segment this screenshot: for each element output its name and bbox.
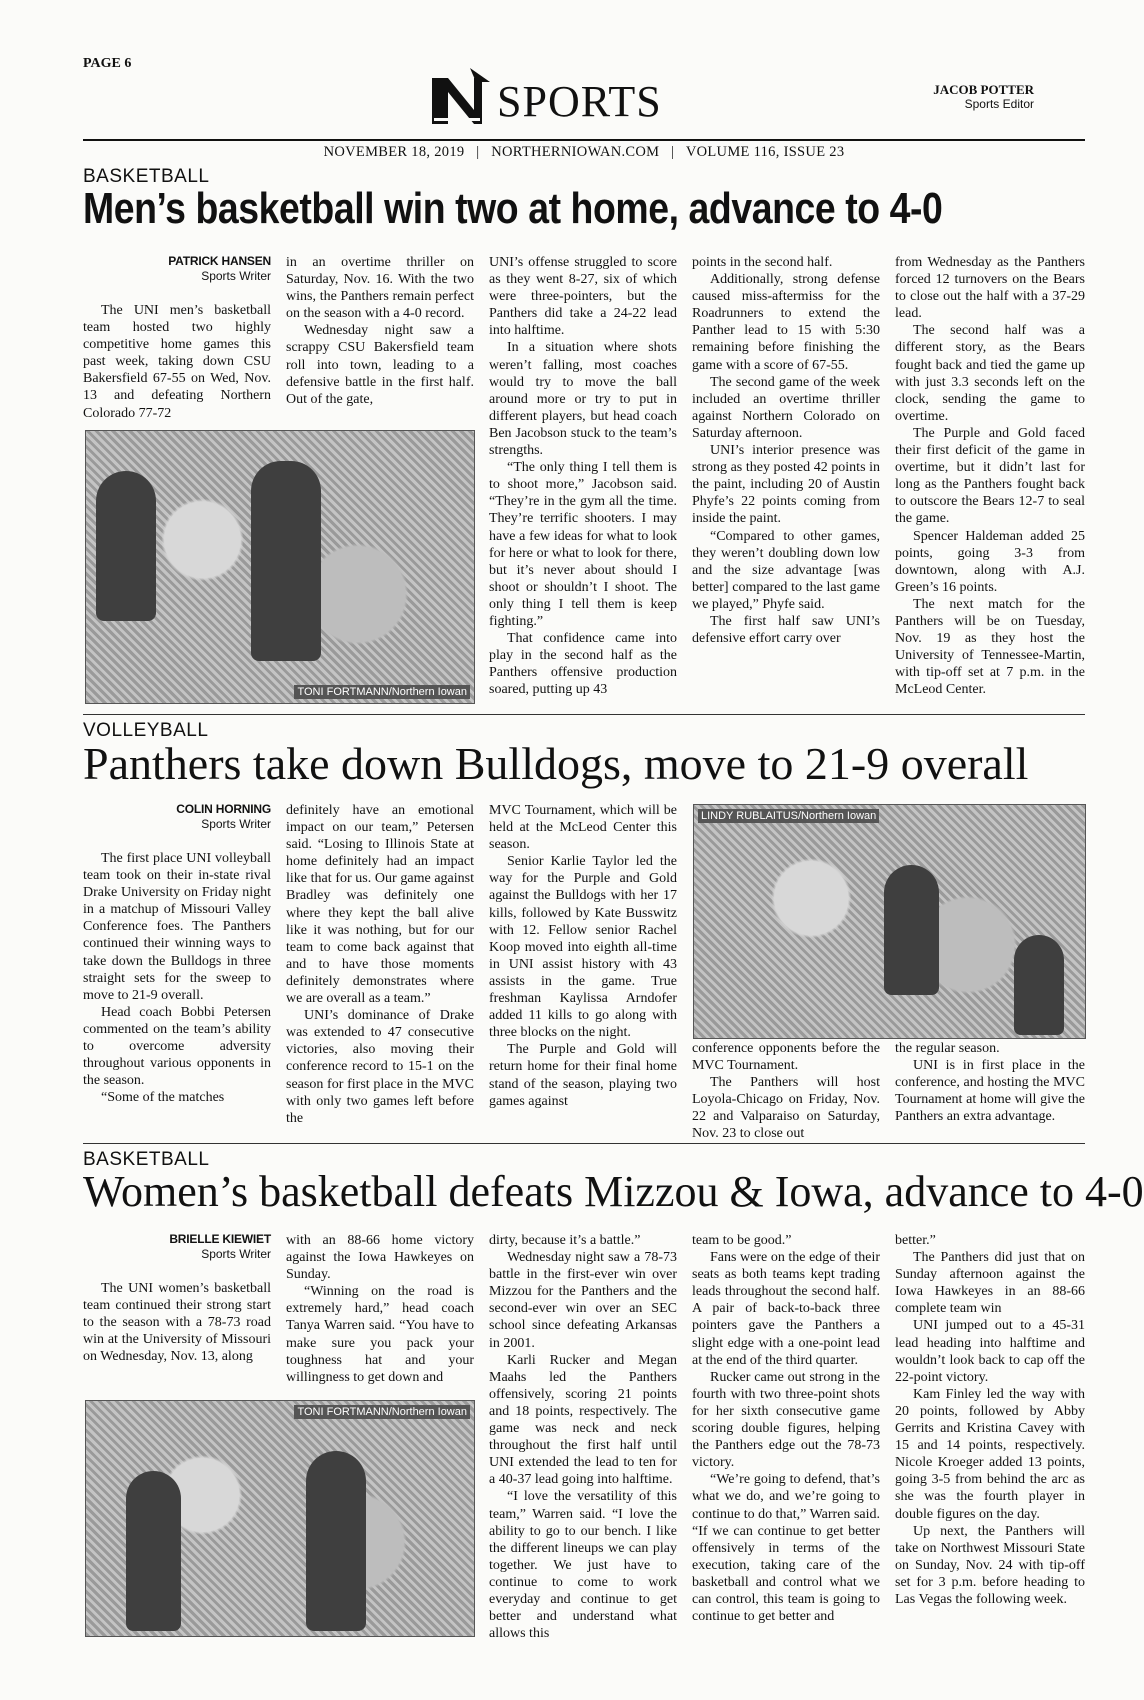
masthead-rule xyxy=(83,139,1085,141)
site-url: NORTHERNIOWAN.COM xyxy=(491,144,660,160)
paragraph: dirty, because it’s a battle.” xyxy=(489,1233,641,1248)
author-role: Sports Writer xyxy=(201,1247,271,1261)
volleyball-photo xyxy=(693,804,1086,1039)
paragraph: The Purple and Gold will return home for their final home stand of the season, playing two games against xyxy=(489,1042,677,1109)
paragraph: with an 88-66 home victory against the Iowa Hawkeyes on Sunday. xyxy=(286,1233,474,1283)
paragraph: The Panthers will host Loyola-Chicago on Friday, Nov. 22 and Valparaiso on Saturday, Nov. 23 to close out xyxy=(692,1075,880,1142)
paragraph: Additionally, strong defense caused miss-aftermiss for the Roadrunners to extend the Panther lead to 15 with 5:30 remaining before finishing the game with a score of 67-55. xyxy=(692,272,880,373)
paragraph: MVC Tournament, which will be held at the McLeod Center this season. xyxy=(489,803,677,853)
headline-volleyball: Panthers take down Bulldogs, move to 21-9 overall xyxy=(83,738,1029,789)
article-column xyxy=(286,802,474,1132)
paragraph: The second half was a different story, as the Bears fought back and tied the game up with just 3.3 seconds left on the clock, sending the game to overtime. xyxy=(895,323,1085,424)
paragraph: “The only thing I tell them is to shoot more,” Jacobson said. “They’re in the gym all the time. They’re terrific shooters. I may have a few ideas for what to look for here or what to look for there, but it’s never about should I shoot or shouldn’t I shoot. The only thing I tell them is keep fighting.” xyxy=(489,460,677,629)
photo-credit: TONI FORTMANN/Northern Iowan xyxy=(294,1405,470,1419)
article-column xyxy=(489,802,677,1132)
paragraph: “Winning on the road is extremely hard,” head coach Tanya Warren said. “You have to make sure you pack your toughness hat and your willingness to get down and xyxy=(286,1284,474,1385)
paragraph: team to be good.” xyxy=(692,1233,792,1248)
paragraph: Head coach Bobbi Petersen commented on the team’s ability to overcome adversity throughout various opponents in the season. xyxy=(83,1004,271,1089)
paragraph: Karli Rucker and Megan Maahs led the Panthers offensively, scoring 21 points and 18 points, respectively. The game was neck and neck throughout the first half until UNI extended the lead to ten for a 40-37 lead going into halftime. xyxy=(489,1352,677,1488)
paragraph: “We’re going to defend, that’s what we do, and we’re going to continue to do that,” Warren said. “If we can continue to get better offensively in terms of the execution, taking care of the basketball and control what we can control, this team is going to continue to get better and xyxy=(692,1472,880,1625)
paragraph: the regular season. xyxy=(895,1041,1000,1056)
volume-issue: VOLUME 116, ISSUE 23 xyxy=(685,144,845,160)
editor-name: JACOB POTTER xyxy=(933,82,1034,97)
paragraph: That confidence came into play in the second half as the Panthers offensive production soared, putting up 43 xyxy=(489,631,677,698)
paragraph: better.” xyxy=(895,1233,936,1248)
paragraph: Senior Karlie Taylor led the way for the Purple and Gold against the Bulldogs with her 17 kills, followed by Kate Busswitz with 12. Fellow senior Rachel Koop moved into eighth all-time in UNI assist history with 43 assists in the game. True freshman Kaylissa Arndofer added 11 kills to go along with three blocks on the night. xyxy=(489,854,677,1041)
paragraph: UNI’s dominance of Drake was extended to 47 consecutive victories, also moving their conference record to 15-1 on the season for first place in the MVC with only two games left before the xyxy=(286,1008,474,1126)
womens-basketball-photo xyxy=(85,1400,475,1637)
author-name: BRIELLE KIEWIET xyxy=(169,1232,271,1246)
paragraph: Rucker came out strong in the fourth with two three-point shots for her sixth consecutive game scoring double figures, helping the Panthers edge out the 78-73 victory. xyxy=(692,1369,880,1471)
paragraph: conference opponents before the MVC Tournament. xyxy=(692,1041,880,1074)
paragraph: definitely have an emotional impact on our team,” Petersen said. “Losing to Illinois State at home definitely had an impact like that for us. Our game against Bradley was definitely one where they kept the ball alive like it was nothing, but for our team to come back against that and to have those moments definitely demonstrates where we are overall as a team.” xyxy=(286,803,474,1007)
paragraph: UNI jumped out to a 45-31 lead heading into halftime and wouldn’t look back to cap off the 22-point victory. xyxy=(895,1318,1085,1385)
article-column xyxy=(489,254,677,704)
kicker-mens-basketball: BASKETBALL xyxy=(83,166,210,187)
article-column xyxy=(895,1232,1085,1652)
paragraph: “I love the versatility of this team,” Warren said. “I love the ability to go to our bench. I like the different lineups we can play together. We just have to continue to come to work everyday and continue to get better and understand what allows this xyxy=(489,1489,677,1642)
author-role: Sports Writer xyxy=(201,269,271,283)
author-name: PATRICK HANSEN xyxy=(168,254,271,268)
paragraph: The second game of the week included an overtime thriller against Northern Colorado on Saturday afternoon. xyxy=(692,374,880,441)
section-title: SPORTS xyxy=(497,77,662,126)
paragraph: The next match for the Panthers will be on Tuesday, Nov. 19 as they host the University of Tennessee-Martin, with tip-off set at 7 p.m. in the McLeod Center. xyxy=(895,596,1085,698)
author-name: COLIN HORNING xyxy=(176,802,271,816)
article-column xyxy=(895,254,1085,704)
headline-mens-basketball: Men’s basketball win two at home, advance to 4-0 xyxy=(83,184,943,233)
paragraph: The first place UNI volleyball team took on their in-state rival Drake University on Friday night in a matchup of Missouri Valley Conference foes. The Panthers continued their winning ways to take down the Bulldogs in three straight sets for the sweep to move to 21-9 overall. xyxy=(83,851,271,1003)
photo-credit: TONI FORTMANN/Northern Iowan xyxy=(294,685,470,699)
paragraph: Wednesday night saw a 78-73 battle in the first-ever win over Mizzou for the Panthers and the second-ever win over an SEC school since defeating Arkansas in 2001. xyxy=(489,1250,677,1351)
kicker-volleyball: VOLLEYBALL xyxy=(83,720,209,741)
kicker-womens-basketball: BASKETBALL xyxy=(83,1149,210,1170)
player-figure xyxy=(1014,935,1064,1035)
photo-credit: LINDY RUBLAITUS/Northern Iowan xyxy=(698,809,879,823)
paragraph: Spencer Haldeman added 25 points, going 3-3 from downtown, along with A.J. Green’s 16 points. xyxy=(895,528,1085,595)
paragraph: The first half saw UNI’s defensive effort carry over xyxy=(692,613,880,647)
article-column xyxy=(692,1040,880,1142)
article-column xyxy=(83,802,271,1132)
paragraph: points in the second half. xyxy=(692,255,833,270)
byline xyxy=(83,1232,271,1262)
editor-credit xyxy=(933,83,1034,111)
issue-date: NOVEMBER 18, 2019 xyxy=(323,144,465,160)
paragraph: UNI’s offense struggled to score as they went 8-27, six of which were three-pointers, but the Panthers did take a 24-22 lead into halftime. xyxy=(489,255,677,339)
northern-iowan-logo-icon xyxy=(430,68,494,126)
paragraph: Up next, the Panthers will take on Northwest Missouri State on Sunday, Nov. 24 with tip-off set for 3 p.m. before heading to Las Vegas the following week. xyxy=(895,1523,1085,1607)
paragraph: in an overtime thriller on Saturday, Nov. 16. With the two wins, the Panthers remain perfect on the season with a 4-0 record. xyxy=(286,255,474,322)
page-number: PAGE 6 xyxy=(83,56,132,71)
article-column xyxy=(895,1040,1085,1132)
editor-role: Sports Editor xyxy=(964,97,1034,111)
byline xyxy=(83,254,271,284)
paragraph: The Purple and Gold faced their first deficit of the game in overtime, but it didn’t last for long as the Panthers fought back to outscore the Bears 12-7 to seal the game. xyxy=(895,425,1085,527)
paragraph: In a situation where shots weren’t falling, most coaches would try to move the ball around more or try to put in different players, but head coach Ben Jacobson stuck to the team’s strengths. xyxy=(489,340,677,459)
article-column xyxy=(83,254,271,421)
paragraph: The UNI men’s basketball team hosted two highly competitive home games this past week, taking down CSU Bakersfield 67-55 on Wed, Nov. 13 and defeating Northern Colorado 77-72 xyxy=(83,303,271,421)
author-role: Sports Writer xyxy=(201,817,271,831)
section-divider xyxy=(83,714,1085,715)
paragraph: UNI is in first place in the conference, and hosting the MVC Tournament at home will give the Panthers an extra advantage. xyxy=(895,1058,1085,1125)
headline-womens-basketball: Women’s basketball defeats Mizzou & Iowa, advance to 4-0 xyxy=(83,1167,1144,1216)
article-column xyxy=(286,1232,474,1392)
article-column xyxy=(692,254,880,704)
paragraph: “Compared to other games, they weren’t doubling down low and the size advantage [was better] compared to the last game we played,” Phyfe said. xyxy=(692,528,880,612)
paragraph: The Panthers did just that on Sunday afternoon against the Iowa Hawkeyes in an 88-66 complete team win xyxy=(895,1250,1085,1317)
article-column xyxy=(83,1232,271,1392)
paragraph: The UNI women’s basketball team continued their strong start to the season with a 78-73 road win at the University of Missouri on Wednesday, Nov. 13, along xyxy=(83,1281,271,1365)
mens-basketball-photo xyxy=(85,430,475,704)
paragraph: Kam Finley led the way with 20 points, followed by Abby Gerrits and Kristina Cavey with 15 and 14 points, respectively. Nicole Kroeger added 13 points, going 3-5 from behind the arc as she was the fourth player in double figures on the day. xyxy=(895,1386,1085,1522)
paragraph: UNI’s interior presence was strong as they posted 42 points in the paint, including 20 of Austin Phyfe’s 22 points coming from inside the paint. xyxy=(692,443,880,527)
article-column xyxy=(489,1232,677,1652)
player-figure xyxy=(96,471,156,621)
paragraph: “Some of the matches xyxy=(101,1090,225,1106)
player-figure xyxy=(306,1451,366,1631)
dateline: NOVEMBER 18, 2019 | NORTHERNIOWAN.COM | VOLUME 116, ISSUE 23 xyxy=(323,144,845,160)
player-figure xyxy=(251,461,321,661)
paragraph: Wednesday night saw a scrappy CSU Bakersfield team roll into town, leading to a defensive battle in the first half. Out of the gate, xyxy=(286,323,474,407)
byline xyxy=(83,802,271,832)
paragraph: Fans were on the edge of their seats as both teams kept trading leads throughout the second half. A pair of back-to-back three pointers gave the Panthers a slight edge with a one-point lead at the end of the third quarter. xyxy=(692,1250,880,1368)
player-figure xyxy=(126,1471,181,1631)
article-column xyxy=(692,1232,880,1652)
section-divider xyxy=(83,1143,1085,1144)
player-figure xyxy=(884,865,939,995)
paragraph: from Wednesday as the Panthers forced 12 turnovers on the Bears to close out the half with a 37-29 lead. xyxy=(895,255,1085,322)
article-column xyxy=(286,254,474,412)
